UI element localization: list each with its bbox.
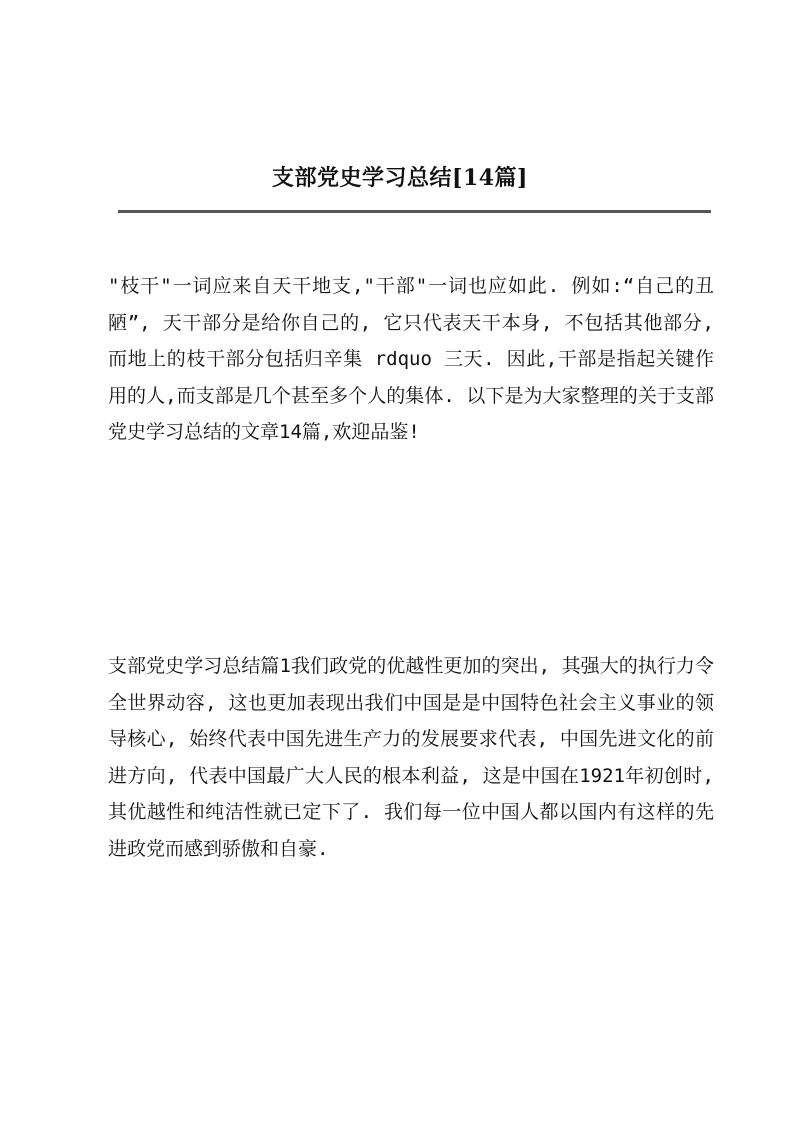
intro-paragraph: "枝干"一词应来自天干地支,"干部"一词也应如此. 例如:“自己的丑陋”, 天干部分是给你自己的, 它只代表天干本身, 不包括其他部分, 而地上的枝干部分包括归辛集 rdquo 三天. 因此,干部是指起关键作用的人,而支部是几个甚至多个人的集体. 以下是为大家整理的关于支部党史学习总结的文章14篇,欢迎品鉴! <box>108 275 714 443</box>
title-divider <box>118 210 711 213</box>
section-1-paragraph: 支部党史学习总结篇1我们政党的优越性更加的突出, 其强大的执行力令全世界动容, 这也更加表现出我们中国是是中国特色社会主义事业的领导核心, 始终代表中国先进生产力的发展要求代表, 中国先进文化的前进方向, 代表中国最广大人民的根本利益, 这是中国在1921年初创时, 其优越性和纯洁性就已定下了. 我们每一位中国人都以国内有这样的先进政党而感到骄傲和自豪. <box>108 655 714 860</box>
document-title: 支部党史学习总结[14篇] <box>272 165 528 191</box>
